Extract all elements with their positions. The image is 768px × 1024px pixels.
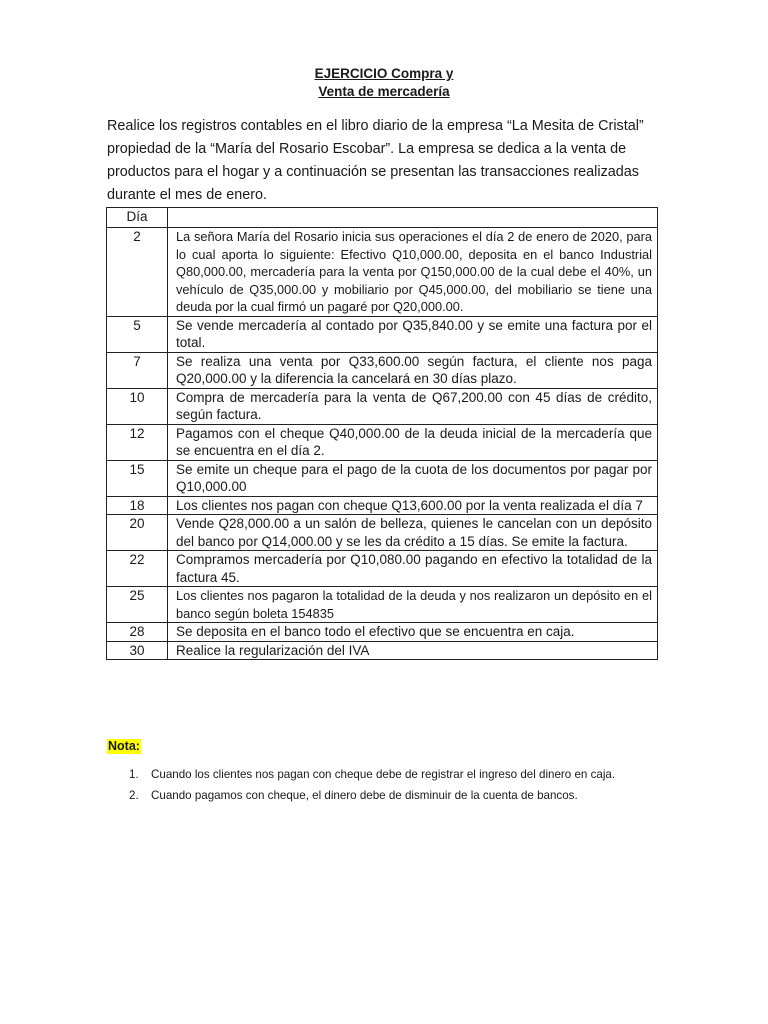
- row-day: 2: [107, 228, 168, 317]
- row-description: Compra de mercadería para la venta de Q67,200.00 con 45 días de crédito, según factura.: [168, 388, 658, 424]
- table-row: [107, 623, 658, 642]
- table-row: [107, 388, 658, 424]
- row-day: 12: [107, 424, 168, 460]
- transactions-table: [106, 207, 658, 660]
- notes-list: [107, 764, 751, 806]
- row-description: Realice la regularización del IVA: [168, 641, 658, 660]
- exercise-title-line2: Venta de mercadería: [318, 84, 450, 99]
- row-day: 7: [107, 352, 168, 388]
- row-description: Pagamos con el cheque Q40,000.00 de la deuda inicial de la mercadería que se encuentra en el día 2.: [168, 424, 658, 460]
- exercise-title-line1: EJERCICIO Compra y: [314, 66, 454, 81]
- table-row: [107, 352, 658, 388]
- table-row: [107, 496, 658, 515]
- table-row: [107, 460, 658, 496]
- intro-paragraph: Realice los registros contables en el libro diario de la empresa “La Mesita de Cristal” propiedad de la “María del Rosario Escobar”. La empresa se dedica a la venta de productos para el hogar y a continuación se presentan las transacciones realizadas durante el mes de enero.: [107, 118, 644, 203]
- note-text: Cuando los clientes nos pagan con cheque debe de registrar el ingreso del dinero en caja.: [151, 768, 616, 781]
- table-row: [107, 551, 658, 587]
- note-number: 1.: [129, 768, 139, 781]
- table-row: [107, 316, 658, 352]
- header-description: [168, 208, 658, 228]
- table-header-row: [107, 208, 658, 228]
- row-description: Compramos mercadería por Q10,080.00 pagando en efectivo la totalidad de la factura 45.: [168, 551, 658, 587]
- row-description: La señora María del Rosario inicia sus operaciones el día 2 de enero de 2020, para lo cual aporta lo siguiente: Efectivo Q10,000.00, deposita en el banco Industrial Q80,000.00, mercadería para la venta por Q150,000.00 de la cual debe el 40%, un vehículo de Q35,000.00 y mobiliario por Q45,000.00, del mobiliario se tiene una deuda por la cual firmó un pagaré por Q20,000.00.: [168, 228, 658, 317]
- row-day: 30: [107, 641, 168, 660]
- header-day: Día: [107, 208, 168, 228]
- table-row: [107, 587, 658, 623]
- row-description: Los clientes nos pagan con cheque Q13,600.00 por la venta realizada el día 7: [168, 496, 658, 515]
- row-day: 20: [107, 515, 168, 551]
- row-description: Los clientes nos pagaron la totalidad de la deuda y nos realizaron un depósito en el banco según boleta 154835: [168, 587, 658, 623]
- row-day: 18: [107, 496, 168, 515]
- row-description: Se vende mercadería al contado por Q35,840.00 y se emite una factura por el total.: [168, 316, 658, 352]
- note-label: Nota:: [108, 739, 140, 753]
- row-description: Vende Q28,000.00 a un salón de belleza, quienes le cancelan con un depósito del banco por Q14,000.00 y se les da crédito a 15 días. Se emite la factura.: [168, 515, 658, 551]
- table-row: [107, 641, 658, 660]
- note-text: Cuando pagamos con cheque, el dinero debe de disminuir de la cuenta de bancos.: [151, 789, 578, 802]
- row-day: 22: [107, 551, 168, 587]
- table-row: [107, 515, 658, 551]
- row-day: 25: [107, 587, 168, 623]
- row-day: 28: [107, 623, 168, 642]
- list-item: [129, 764, 751, 785]
- row-description: Se emite un cheque para el pago de la cuota de los documentos por pagar por Q10,000.00: [168, 460, 658, 496]
- table-row: [107, 228, 658, 317]
- row-description: Se deposita en el banco todo el efectivo que se encuentra en caja.: [168, 623, 658, 642]
- row-day: 5: [107, 316, 168, 352]
- table-row: [107, 424, 658, 460]
- row-description: Se realiza una venta por Q33,600.00 según factura, el cliente nos paga Q20,000.00 y la diferencia la cancelará en 30 días plazo.: [168, 352, 658, 388]
- row-day: 10: [107, 388, 168, 424]
- note-number: 2.: [129, 789, 139, 802]
- list-item: [129, 785, 751, 806]
- row-day: 15: [107, 460, 168, 496]
